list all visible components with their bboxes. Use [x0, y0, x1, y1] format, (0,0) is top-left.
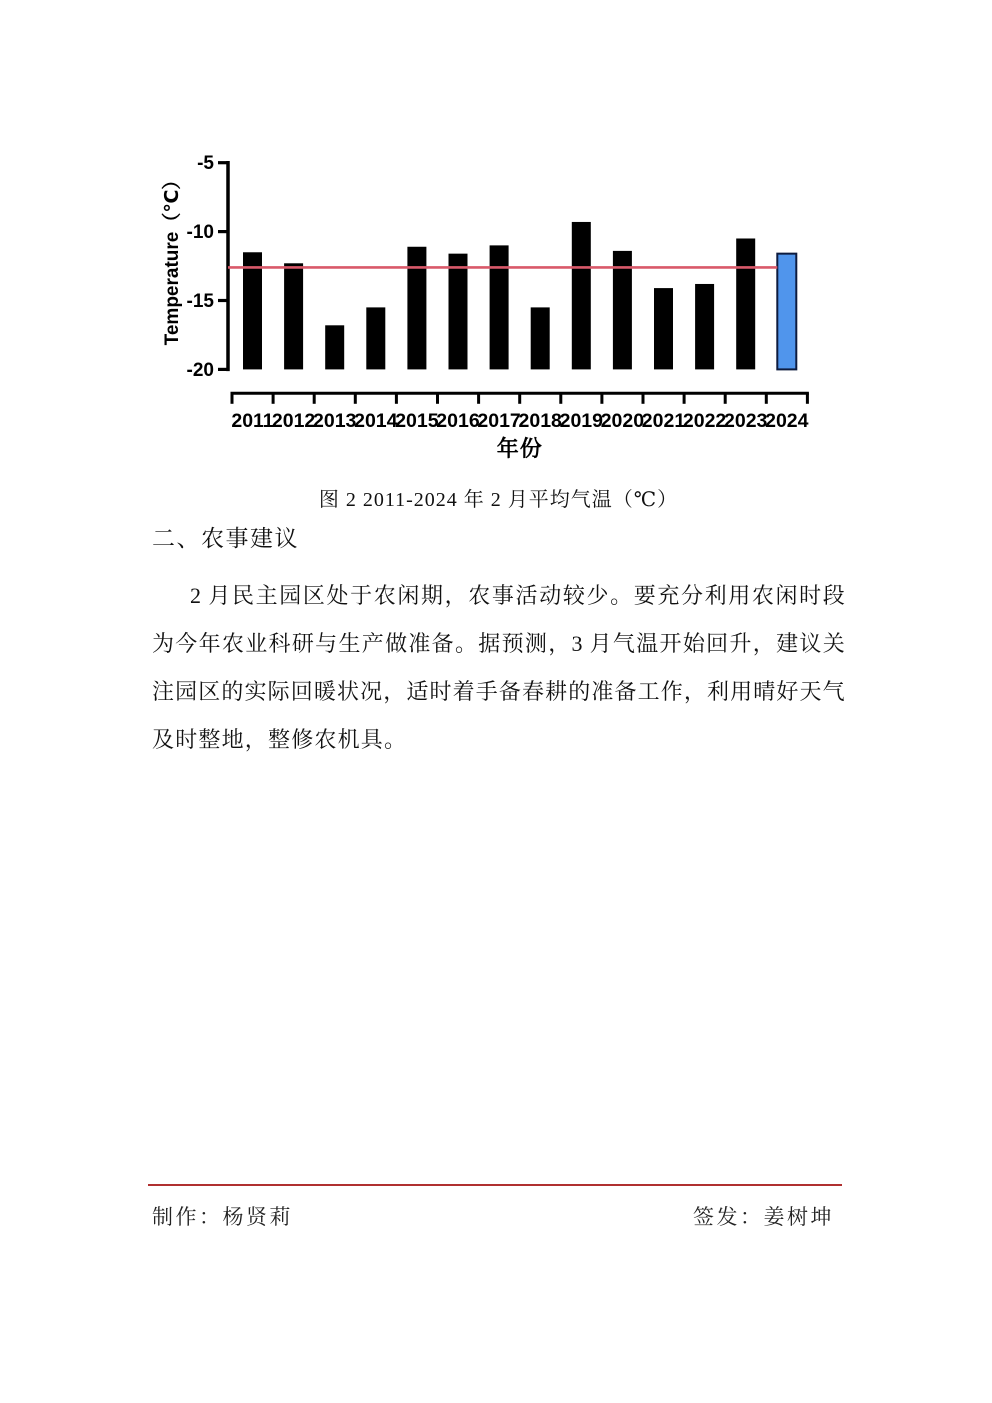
svg-text:2014: 2014	[354, 410, 398, 432]
svg-text:2011: 2011	[231, 410, 274, 432]
svg-text:2017: 2017	[477, 410, 521, 432]
svg-text:2021: 2021	[641, 410, 686, 432]
figure-caption: 图 2 2011-2024 年 2 月平均气温（℃）	[318, 489, 679, 511]
svg-text:2013: 2013	[313, 410, 357, 432]
svg-text:2023: 2023	[724, 410, 768, 432]
svg-text:-10: -10	[186, 222, 214, 244]
svg-text:-15: -15	[186, 291, 214, 312]
svg-text:2019: 2019	[559, 410, 603, 432]
svg-text:2022: 2022	[682, 410, 727, 432]
temperature-chart	[140, 140, 860, 470]
footer-issuer: 签发：姜树坤	[693, 1205, 834, 1229]
svg-text:年份: 年份	[496, 436, 543, 461]
svg-text:2012: 2012	[271, 410, 316, 432]
svg-text:-20: -20	[186, 359, 214, 381]
footer-producer: 制作：杨贤莉	[152, 1205, 293, 1229]
body-paragraph-line: 为今年农业科研与生产做准备。据预测，3 月气温开始回升，建议关	[152, 631, 845, 656]
svg-text:Temperature（℃）: Temperature（℃）	[162, 170, 183, 346]
svg-text:-5: -5	[197, 153, 214, 175]
svg-text:2015: 2015	[395, 410, 439, 432]
svg-text:2016: 2016	[436, 410, 480, 432]
footer-divider-line	[148, 1184, 842, 1186]
svg-text:2024: 2024	[765, 410, 809, 432]
temperature-bar-chart-svg	[140, 140, 860, 470]
svg-text:2018: 2018	[518, 410, 562, 432]
body-paragraph-line: 及时整地，整修农机具。	[152, 727, 408, 752]
svg-text:2020: 2020	[600, 410, 645, 432]
body-paragraph-line: 注园区的实际回暖状况，适时着手备春耕的准备工作，利用晴好天气	[152, 679, 845, 704]
section-heading: 二、农事建议	[152, 526, 299, 551]
body-paragraph-line: 2 月民主园区处于农闲期，农事活动较少。要充分利用农闲时段	[190, 583, 845, 608]
